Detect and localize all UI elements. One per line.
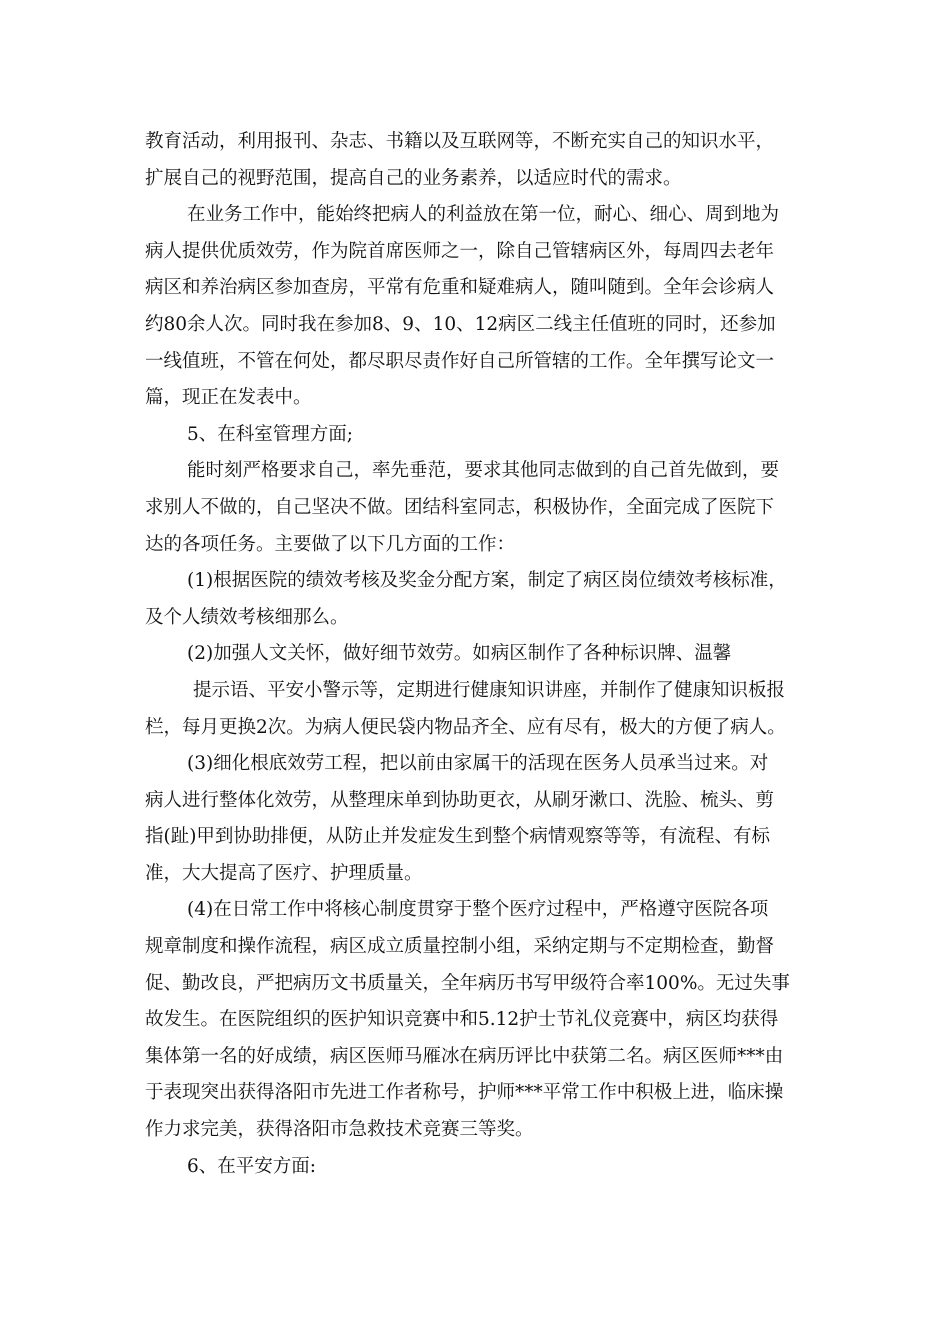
- text-line: 篇，现正在发表中。: [145, 387, 312, 409]
- text-line: (2)加强人文关怀，做好细节效劳。如病区制作了各种标识牌、温馨: [187, 643, 732, 665]
- text-line: 作力求完美，获得洛阳市急救技术竞赛三等奖。: [145, 1119, 534, 1141]
- text-line: 于表现突出获得洛阳市先进工作者称号，护师***平常工作中积极上进，临床操: [145, 1082, 784, 1104]
- text-line: 达的各项任务。主要做了以下几方面的工作：: [145, 533, 516, 555]
- text-line: 5、在科室管理方面;: [187, 423, 354, 445]
- text-line: 6、在平安方面:: [187, 1155, 317, 1177]
- text-line: 病人提供优质效劳，作为院首席医师之一，除自己管辖病区外，每周四去老年: [145, 240, 775, 262]
- text-line: (1)根据医院的绩效考核及奖金分配方案，制定了病区岗位绩效考核标准，: [187, 570, 787, 592]
- text-line: 栏，每月更换2次。为病人便民袋内物品齐全、应有尽有，极大的方便了病人。: [145, 716, 786, 738]
- document-body: [145, 124, 807, 1185]
- text-line: 一线值班，不管在何处，都尽职尽责作好自己所管辖的工作。全年撰写论文一: [145, 350, 775, 372]
- text-line: (4)在日常工作中将核心制度贯穿于整个医疗过程中，严格遵守医院各项: [187, 899, 769, 921]
- text-line: 病区和养治病区参加查房，平常有危重和疑难病人，随叫随到。全年会诊病人: [145, 277, 775, 299]
- text-line: 在业务工作中，能始终把病人的利益放在第一位，耐心、细心、周到地为: [187, 204, 780, 226]
- text-line: 促、勤改良，严把病历文书质量关，全年病历书写甲级符合率100%。无过失事: [145, 972, 790, 994]
- text-line: 指(趾)甲到协助排便，从防止并发症发生到整个病情观察等等，有流程、有标: [145, 826, 770, 848]
- text-line: 约80余人次。同时我在参加8、9、10、12病区二线主任值班的同时，还参加: [145, 313, 776, 335]
- text-line: 提示语、平安小警示等，定期进行健康知识讲座，并制作了健康知识板报: [193, 679, 786, 701]
- text-line: 教育活动，利用报刊、杂志、书籍以及互联网等，不断充实自己的知识水平，: [145, 131, 775, 152]
- text-line: 集体第一名的好成绩，病区医师马雁冰在病历评比中获第二名。病区医师***由: [145, 1045, 784, 1067]
- text-line: 能时刻严格要求自己，率先垂范，要求其他同志做到的自己首先做到，要: [187, 460, 780, 482]
- text-line: 求别人不做的，自己坚决不做。团结科室同志，积极协作，全面完成了医院下: [145, 496, 775, 518]
- text-line: 病人进行整体化效劳，从整理床单到协助更衣，从刷牙漱口、洗脸、梳头、剪: [145, 789, 775, 811]
- text-line: 扩展自己的视野范围，提高自己的业务素养，以适应时代的需求。: [145, 167, 682, 189]
- text-line: (3)细化根底效劳工程，把以前由家属干的活现在医务人员承当过来。对: [187, 753, 769, 775]
- text-line: 规章制度和操作流程，病区成立质量控制小组，采纳定期与不定期检查，勤督: [145, 936, 775, 958]
- text-line: 及个人绩效考核细那么。: [145, 606, 349, 628]
- text-line: 故发生。在医院组织的医护知识竞赛中和5.12护士节礼仪竞赛中，病区均获得: [145, 1009, 779, 1031]
- text-line: 准，大大提高了医疗、护理质量。: [145, 862, 423, 884]
